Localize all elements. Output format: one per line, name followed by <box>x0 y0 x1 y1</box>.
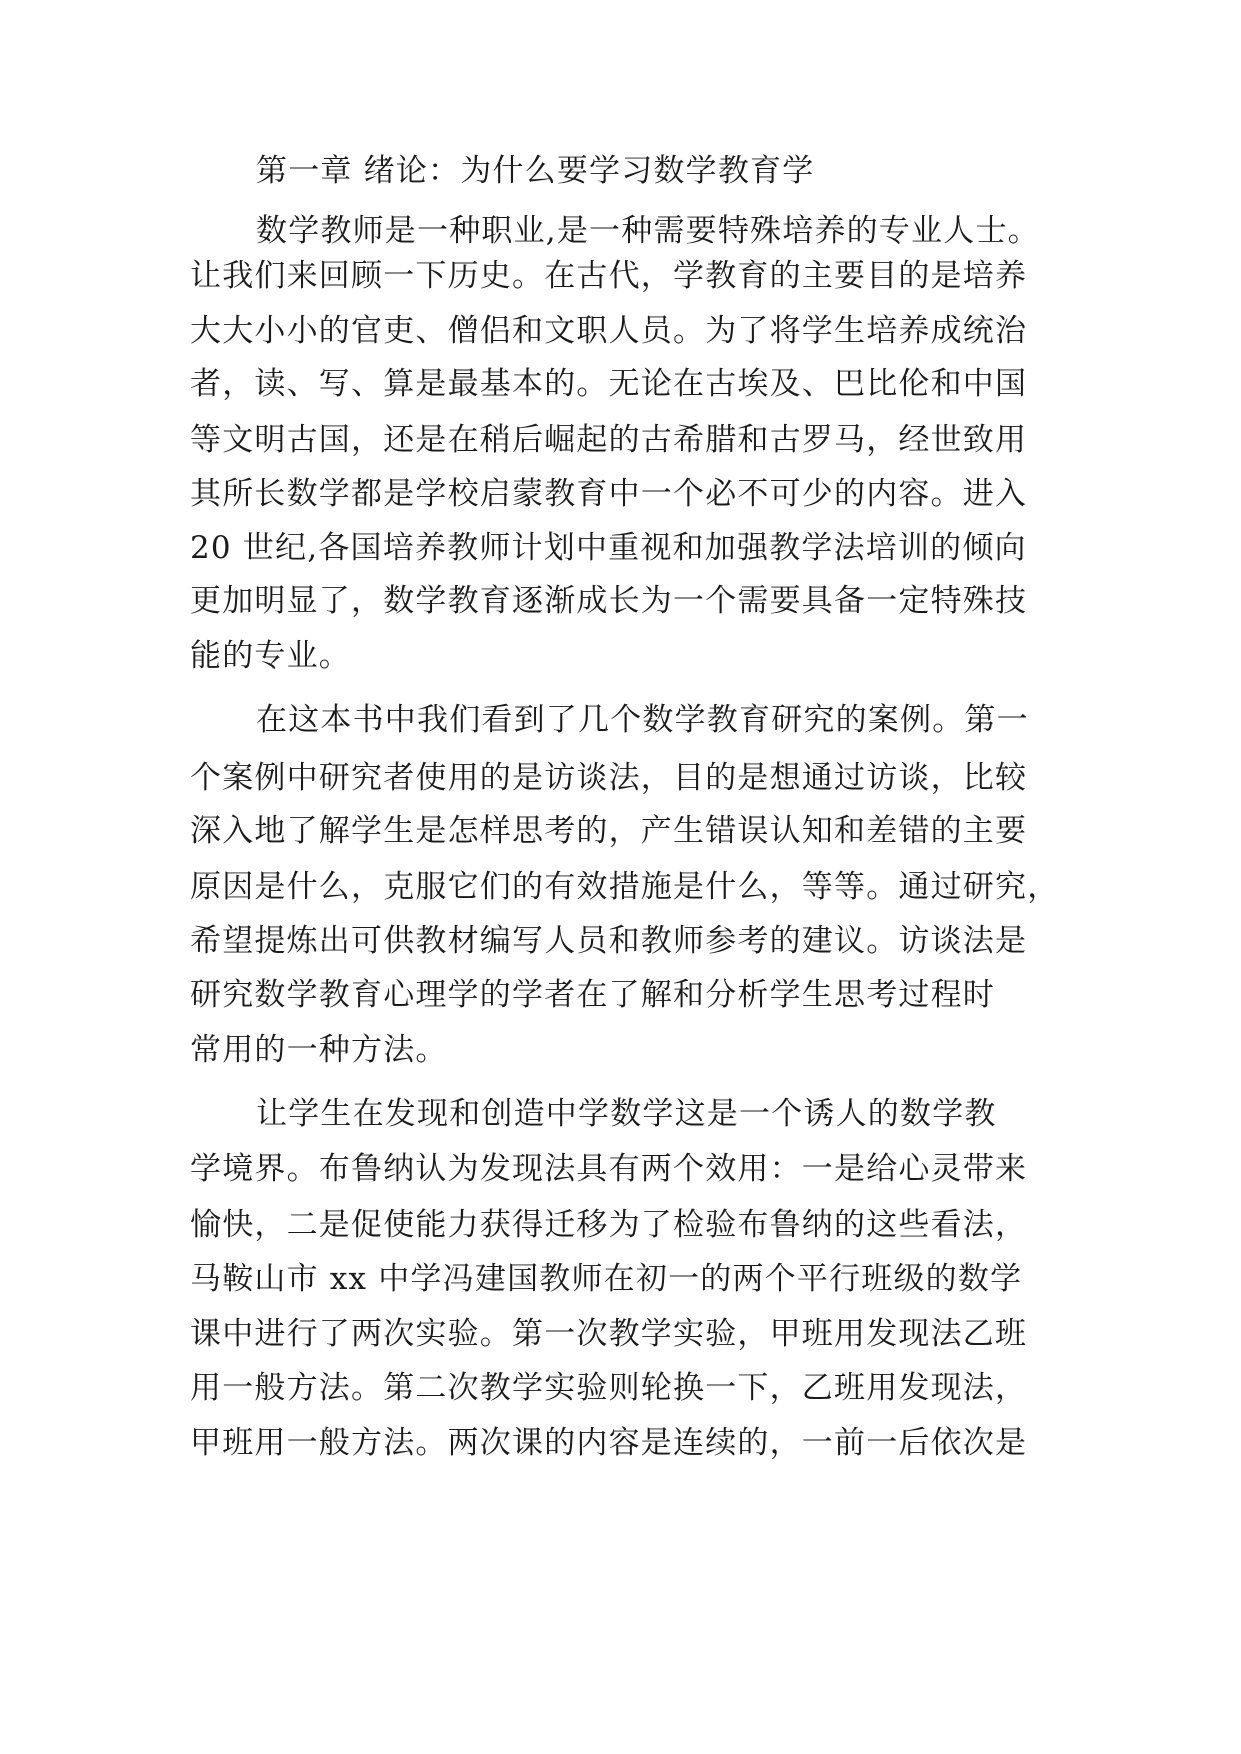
text-line: 等文明古国，还是在稍后崛起的古希腊和古罗马，经世致用 <box>190 422 1028 458</box>
text-line: 其所长数学都是学校启蒙教育中一个必不可少的内容。进入 <box>190 476 1028 512</box>
text-line: 能的专业。 <box>190 638 351 674</box>
text-line: 愉快，二是促使能力获得迁移为了检验布鲁纳的这些看法， <box>190 1207 1028 1243</box>
text-line: 20 世纪,各国培养教师计划中重视和加强教学法培训的倾向 <box>190 530 1027 566</box>
text-line: 深入地了解学生是怎样思考的，产生错误认知和差错的主要 <box>190 813 1028 849</box>
text-line: 个案例中研究者使用的是访谈法，目的是想通过访谈，比较 <box>190 760 1028 796</box>
text-line: 希望提炼出可供教材编写人员和教师参考的建议。访谈法是 <box>190 923 1028 959</box>
text-line: 让学生在发现和创造中学数学这是一个诱人的数学教 <box>256 1096 997 1132</box>
text-line: 原因是什么，克服它们的有效措施是什么，等等。通过研究， <box>190 869 1060 905</box>
text-line: 用一般方法。第二次教学实验则轮换一下，乙班用发现法， <box>190 1370 1028 1406</box>
text-line: 研究数学教育心理学的学者在了解和分析学生思考过程时 <box>190 977 995 1013</box>
text-line: 数学教师是一种职业,是一种需要特殊培养的专业人士。 <box>256 213 1040 249</box>
text-line: 更加明显了，数学教育逐渐成长为一个需要具备一定特殊技 <box>190 583 1028 619</box>
text-line: 者，读、写、算是最基本的。无论在古埃及、巴比伦和中国 <box>190 366 1028 402</box>
text-line: 让我们来回顾一下历史。在古代，学教育的主要目的是培养 <box>190 258 1028 294</box>
text-line: 甲班用一般方法。两次课的内容是连续的，一前一后依次是 <box>190 1425 1028 1461</box>
text-line: 学境界。布鲁纳认为发现法具有两个效用：一是给心灵带来 <box>190 1151 1028 1187</box>
text-line: 课中进行了两次实验。第一次教学实验，甲班用发现法乙班 <box>190 1316 1028 1352</box>
chapter-title: 第一章 绪论：为什么要学习数学教育学 <box>256 153 815 189</box>
text-line: 大大小小的官吏、僧侣和文职人员。为了将学生培养成统治 <box>190 313 1028 349</box>
text-line: 马鞍山市 xx 中学冯建国教师在初一的两个平行班级的数学 <box>190 1261 1023 1297</box>
text-line: 常用的一种方法。 <box>190 1032 448 1068</box>
text-line: 在这本书中我们看到了几个数学教育研究的案例。第一 <box>256 702 1029 738</box>
